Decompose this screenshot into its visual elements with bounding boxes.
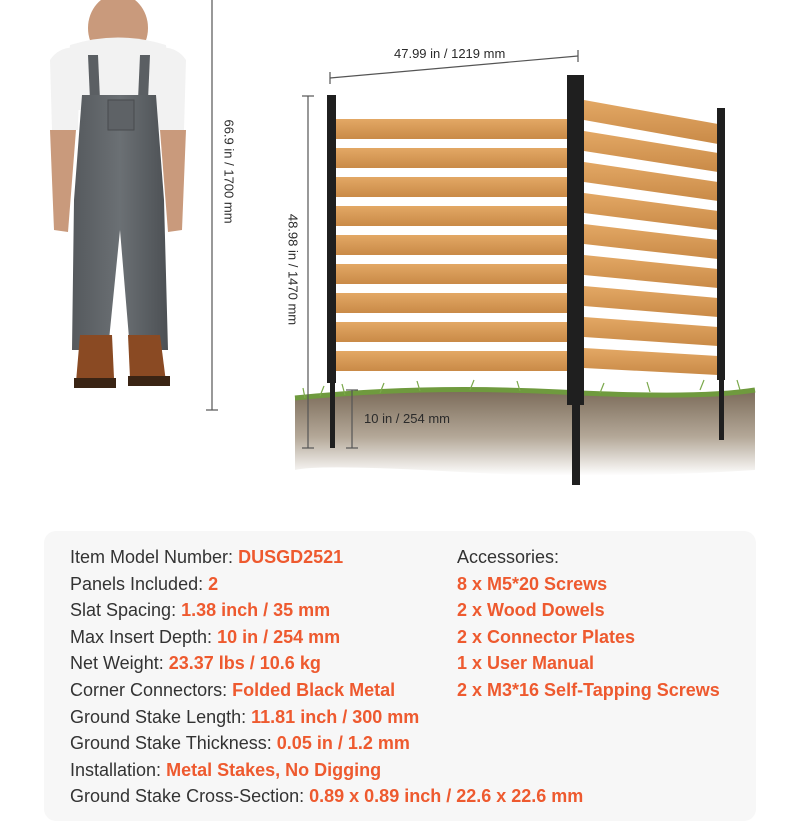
spec-row-corner-connectors: Corner Connectors: Folded Black Metal	[70, 679, 396, 700]
left-panel	[336, 119, 568, 371]
person-height-dimension-label: 66.9 in / 1700 mm	[221, 119, 237, 224]
person-figure	[50, 0, 186, 388]
accessories-list	[457, 544, 720, 704]
spec-row-model: Item Model Number: DUSGD2521	[70, 547, 344, 567]
width-dimension-label: 47.99 in / 1219 mm	[394, 46, 506, 61]
right-panel	[584, 100, 718, 375]
spec-row-insert-depth: Max Insert Depth: 10 in / 254 mm	[70, 626, 341, 647]
accessory-item: 2 x M3*16 Self-Tapping Screws	[457, 679, 720, 700]
ground	[295, 380, 755, 476]
spec-row-stake-thickness: Ground Stake Thickness: 0.05 in / 1.2 mm	[70, 733, 410, 754]
person-height-line	[206, 0, 218, 410]
fence-height-dimension-label: 48.98 in / 1470 mm	[285, 213, 301, 326]
spec-row-stake-cross-section: Ground Stake Cross-Section: 0.89 x 0.89 inch / 22.6 x 22.6 mm	[70, 786, 584, 807]
accessories-heading: Accessories:	[457, 547, 560, 567]
spec-row-stake-length: Ground Stake Length: 11.81 inch / 300 mm	[70, 706, 420, 727]
spec-row-net-weight: Net Weight: 23.37 lbs / 10.6 kg	[70, 653, 321, 674]
spec-row-panels: Panels Included: 2	[70, 573, 219, 594]
accessory-item: 2 x Wood Dowels	[457, 600, 605, 621]
accessory-item: 8 x M5*20 Screws	[457, 573, 608, 594]
accessory-item: 2 x Connector Plates	[457, 626, 636, 647]
stake-depth-dimension-label: 10 in / 254 mm	[364, 411, 450, 426]
spec-row-installation: Installation: Metal Stakes, No Digging	[70, 759, 382, 780]
accessory-item: 1 x User Manual	[457, 653, 595, 674]
spec-row-slat-spacing: Slat Spacing: 1.38 inch / 35 mm	[70, 600, 331, 621]
